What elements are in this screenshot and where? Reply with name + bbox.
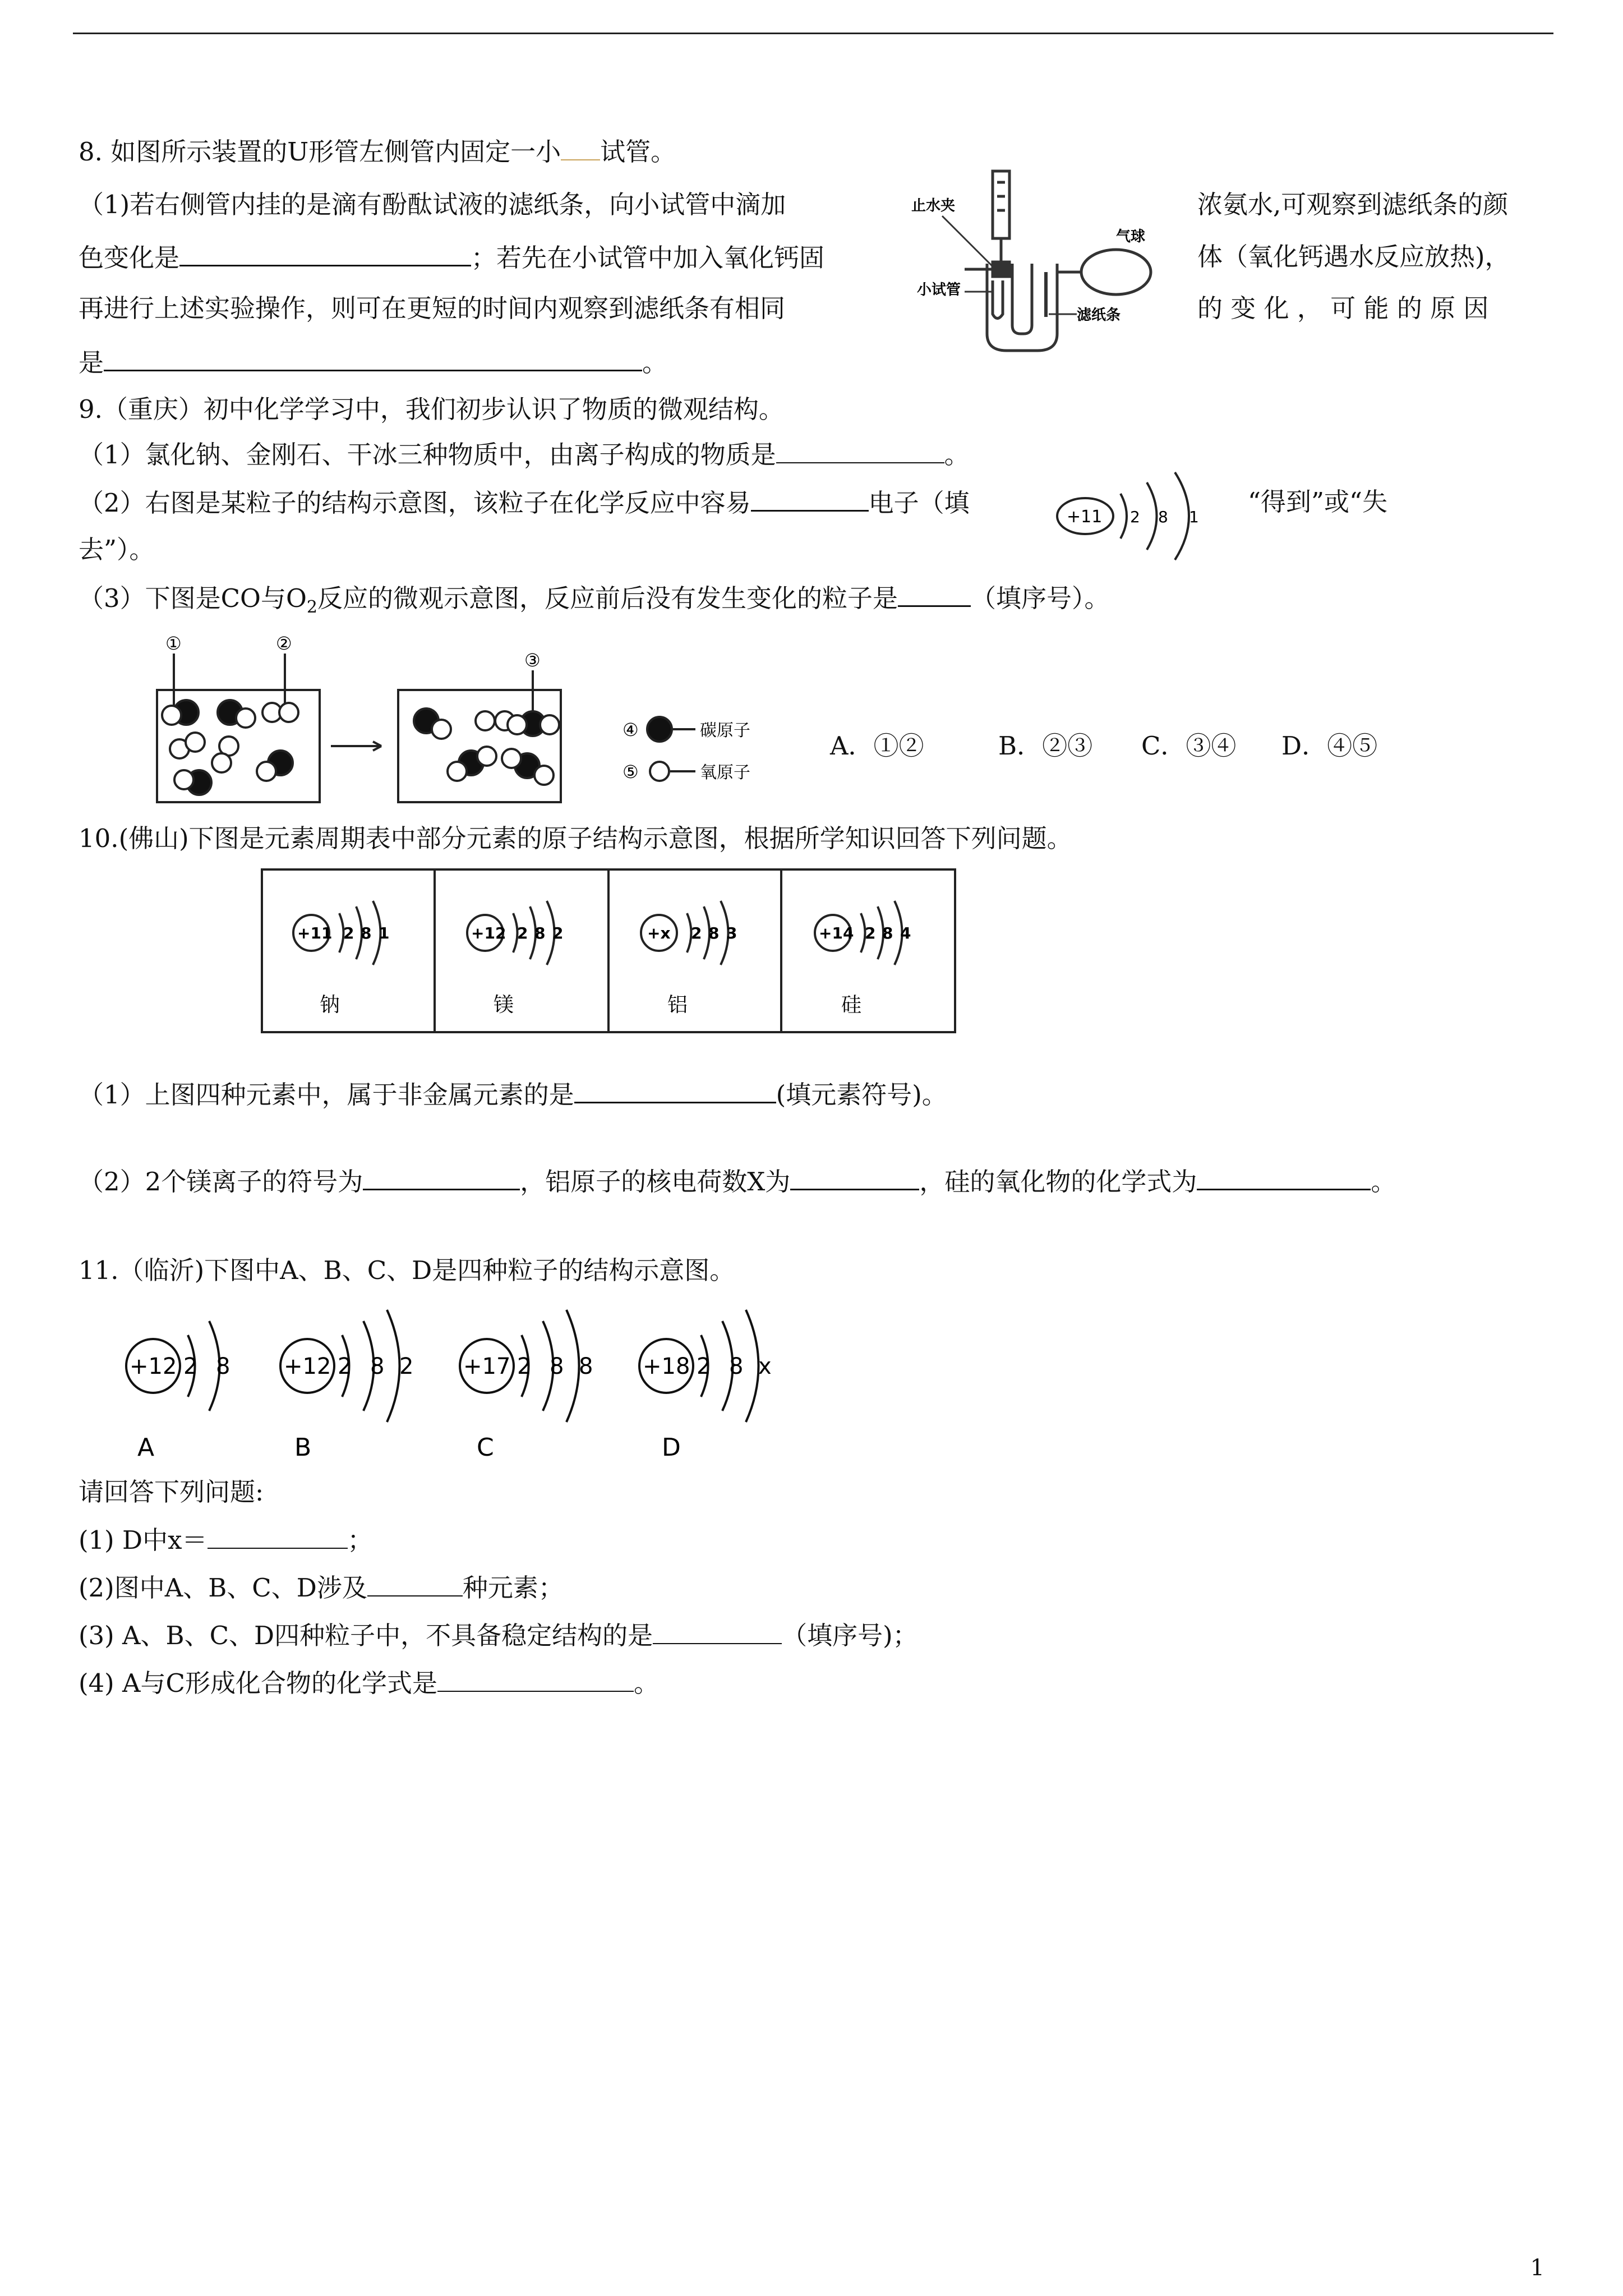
- header-rule: [73, 33, 1553, 34]
- svg-text:8: 8: [882, 924, 893, 942]
- q9-title: 9.（重庆）初中化学学习中，我们初步认识了物质的微观结构。: [79, 394, 784, 424]
- q9-part1: （1）氯化钠、金刚石、干冰三种物质中，由离子构成的物质是 。: [79, 438, 970, 472]
- svg-text:8: 8: [1158, 508, 1168, 526]
- svg-text:C: C: [477, 1433, 494, 1462]
- q8-blank-reason[interactable]: [104, 345, 642, 371]
- q10-title: 10.(佛山)下图是元素周期表中部分元素的原子结构示意图，根据所学知识回答下列问题。: [79, 823, 1072, 853]
- svg-text:8: 8: [361, 924, 372, 942]
- q8-line3a: 再进行上述实验操作，则可在更短的时间内观察到滤纸条有相同: [79, 293, 786, 323]
- q11-sub4: (4) A与C形成化合物的化学式是 。: [79, 1666, 659, 1700]
- atom-structure-table: [261, 868, 956, 1034]
- svg-text:2: 2: [338, 1354, 352, 1379]
- q8-line1a: （1)若右侧管内挂的是滴有酚酞试液的滤纸条，向小试管中滴加: [79, 190, 786, 219]
- svg-text:3: 3: [726, 924, 737, 942]
- q8-line2c: 体（氧化钙遇水反应放热)，: [1197, 242, 1510, 272]
- q10-part2: （2）2个镁离子的符号为 ，铝原子的核电荷数X为 ，硅的氧化物的化学式为 。: [79, 1164, 1396, 1199]
- q11-blank-unstable[interactable]: [653, 1618, 782, 1644]
- particle-b: [280, 1310, 413, 1462]
- svg-text:+11: +11: [297, 924, 333, 942]
- marker-2: ②: [276, 633, 292, 654]
- q10-blank-mg-ion[interactable]: [363, 1164, 520, 1190]
- q11-sub1: (1) D中x＝ ；: [79, 1523, 373, 1557]
- svg-text:+18: +18: [643, 1354, 690, 1379]
- q11-title: 11.（临沂)下图中A、B、C、D是四种粒子的结构示意图。: [79, 1255, 735, 1285]
- svg-text:+17: +17: [463, 1354, 511, 1379]
- q9-part2c: “得到”或“失: [1248, 487, 1388, 517]
- svg-text:2: 2: [691, 924, 702, 942]
- svg-text:硅: 硅: [841, 993, 862, 1016]
- svg-text:镁: 镁: [494, 993, 514, 1016]
- svg-text:8: 8: [216, 1354, 230, 1379]
- q9-part2: （2）右图是某粒子的结构示意图，该粒子在化学反应中容易 电子（填: [79, 485, 970, 520]
- svg-text:+12: +12: [471, 924, 506, 942]
- q9-blank-unchanged[interactable]: [898, 581, 971, 607]
- svg-text:8: 8: [550, 1354, 564, 1379]
- marker-4: ④: [623, 719, 639, 740]
- q8-line1b: 浓氨水,可观察到滤纸条的颜: [1197, 190, 1509, 219]
- q11-sub3: (3) A、B、C、D四种粒子中，不具备稳定结构的是 （填序号)；: [79, 1618, 918, 1653]
- svg-text:A: A: [137, 1433, 155, 1462]
- svg-text:+12: +12: [284, 1354, 331, 1379]
- svg-text:2: 2: [517, 924, 528, 942]
- svg-text:2: 2: [552, 924, 564, 942]
- svg-text:x: x: [758, 1354, 772, 1379]
- q10-blank-nonmetal[interactable]: [574, 1077, 776, 1103]
- svg-text:2: 2: [399, 1354, 414, 1379]
- particle-c: [460, 1310, 593, 1462]
- svg-text:2: 2: [697, 1354, 711, 1379]
- marker-3: ③: [524, 650, 541, 671]
- label-small-tube: 小试管: [917, 282, 961, 298]
- particle-structure-diagrams: [121, 1307, 810, 1470]
- svg-text:8: 8: [579, 1354, 593, 1379]
- atom-magnesium: [467, 901, 563, 1016]
- q11-blank-formula[interactable]: [437, 1666, 634, 1692]
- svg-text:+14: +14: [819, 924, 854, 942]
- q8-line4: 是 。: [79, 345, 667, 380]
- page-number: 1: [1530, 2255, 1544, 2281]
- svg-text:铝: 铝: [667, 993, 688, 1016]
- svg-text:8: 8: [708, 924, 720, 942]
- q9-blank-ionic[interactable]: [776, 438, 944, 463]
- atom-aluminium: [641, 901, 737, 1016]
- svg-text:2: 2: [1130, 508, 1140, 526]
- svg-text:1: 1: [379, 924, 390, 942]
- label-clamp: 止水夹: [911, 197, 956, 214]
- q8-blank-color[interactable]: [179, 240, 471, 266]
- legend-oxygen: 氧原子: [700, 763, 750, 783]
- svg-text:8: 8: [534, 924, 546, 942]
- particle-a: [126, 1321, 230, 1462]
- q11-blank-x[interactable]: [208, 1523, 348, 1549]
- atom-sodium: [293, 901, 389, 1016]
- q9-part3: （3）下图是CO与$O_2$反应的微观示意图，反应前后没有发生变化的粒子是 （填序号）。: [79, 581, 1109, 624]
- svg-text:2: 2: [343, 924, 354, 942]
- svg-text:B: B: [294, 1433, 312, 1462]
- q11-sub2: (2)图中A、B、C、D涉及 种元素；: [79, 1571, 564, 1605]
- q10-blank-si-oxide[interactable]: [1197, 1164, 1371, 1190]
- svg-text:+x: +x: [647, 924, 671, 942]
- label-filter-paper: 滤纸条: [1077, 307, 1121, 324]
- q10-part1: （1）上图四种元素中，属于非金属元素的是 (填元素符号)。: [79, 1077, 947, 1112]
- q8-line2: 色变化是 ；若先在小试管中加入氧化钙固: [79, 240, 824, 275]
- q8-title: 8. 如图所示装置的U形管左侧管内固定一小 试管。: [79, 135, 676, 169]
- q8-blank-tube[interactable]: [561, 135, 600, 160]
- q9-option-b[interactable]: B．②③: [998, 731, 1093, 761]
- svg-text:2: 2: [865, 924, 876, 942]
- svg-text:2: 2: [183, 1354, 198, 1379]
- q9-blank-electron[interactable]: [751, 485, 869, 512]
- svg-text:1: 1: [1189, 508, 1199, 526]
- co-o2-reaction-microdiagram: [146, 628, 841, 808]
- marker-1: ①: [165, 633, 182, 654]
- q9-option-c[interactable]: C．③④: [1141, 731, 1237, 761]
- particle-d: [639, 1310, 772, 1462]
- legend-carbon: 碳原子: [700, 721, 750, 740]
- q11-ask: 请回答下列问题:: [79, 1477, 264, 1507]
- svg-text:4: 4: [900, 924, 911, 942]
- q9-option-d[interactable]: D．④⑤: [1281, 731, 1378, 761]
- u-tube-apparatus-figure: [909, 165, 1189, 356]
- sodium-ion-structure-diagram: [1054, 466, 1239, 567]
- q11-blank-elements[interactable]: [367, 1571, 463, 1596]
- marker-5: ⑤: [623, 761, 639, 783]
- q10-blank-al-charge[interactable]: [790, 1164, 919, 1190]
- q9-option-a[interactable]: A．①②: [830, 731, 924, 761]
- svg-text:钠: 钠: [320, 993, 340, 1016]
- svg-text:8: 8: [370, 1354, 385, 1379]
- q8-line3b: 的 变 化 ， 可 能 的 原 因: [1197, 293, 1489, 323]
- svg-text:2: 2: [517, 1354, 532, 1379]
- svg-text:D: D: [662, 1433, 681, 1462]
- svg-text:+12: +12: [130, 1354, 177, 1379]
- svg-text:8: 8: [729, 1354, 744, 1379]
- label-balloon: 气球: [1116, 228, 1146, 245]
- svg-text:+11: +11: [1067, 507, 1103, 527]
- q9-part2d: 去”）。: [79, 535, 155, 564]
- atom-silicon: [815, 901, 911, 1016]
